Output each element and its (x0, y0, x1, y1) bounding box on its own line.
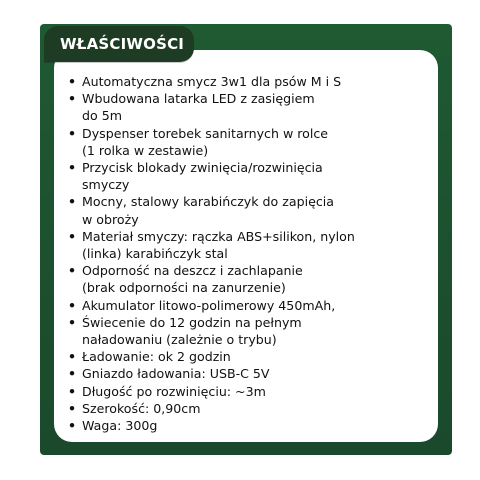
feature-item (68, 383, 428, 400)
feature-text-line: w obroży (82, 211, 139, 227)
bullet-icon: • (68, 297, 77, 313)
feature-item (68, 262, 428, 296)
feature-text-line: Ładowanie: ok 2 godzin (82, 349, 231, 365)
feature-text-line: (1 rolka w zestawie) (82, 142, 209, 158)
feature-item (68, 348, 428, 365)
bullet-icon: • (68, 263, 77, 279)
bullet-icon: • (68, 366, 77, 382)
feature-text-line: do 5m (82, 108, 122, 124)
section-title: WŁAŚCIWOŚCI (60, 35, 185, 53)
bullet-icon: • (68, 160, 77, 176)
feature-item (68, 297, 428, 314)
feature-item (68, 365, 428, 382)
bullet-icon: • (68, 228, 77, 244)
feature-list (68, 73, 428, 434)
bullet-icon: • (68, 194, 77, 210)
feature-text-line: Odporność na deszcz i zachlapanie (82, 263, 303, 279)
feature-text-line: Świecenie do 12 godzin na pełnym (82, 314, 302, 330)
feature-item (68, 314, 428, 348)
feature-text-line: Waga: 300g (82, 418, 158, 434)
feature-text-line: Długość po rozwinięciu: ~3m (82, 383, 266, 399)
feature-text-line: (linka) karabińczyk stal (82, 246, 228, 262)
bullet-icon: • (68, 91, 77, 107)
feature-item (68, 193, 428, 227)
feature-item (68, 417, 428, 434)
feature-item (68, 73, 428, 90)
feature-text-line: Dyspenser torebek sanitarnych w rolce (82, 125, 329, 141)
feature-text-line: Akumulator litowo-polimerowy 450mAh, (82, 297, 336, 313)
feature-item (68, 400, 428, 417)
bullet-icon: • (68, 383, 77, 399)
feature-item (68, 125, 428, 159)
feature-text-line: Materiał smyczy: rączka ABS+silikon, nylon (82, 228, 355, 244)
feature-text-line: Wbudowana latarka LED z zasięgiem (82, 91, 315, 107)
bullet-icon: • (68, 125, 77, 141)
feature-text-line: Przycisk blokady zwinięcia/rozwinięcia (82, 160, 323, 176)
bullet-icon: • (68, 349, 77, 365)
bullet-icon: • (68, 74, 77, 89)
feature-item (68, 159, 428, 193)
feature-text-line: Mocny, stalowy karabińczyk do zapięcia (82, 194, 334, 210)
bullet-icon: • (68, 418, 77, 434)
feature-text-line: smyczy (82, 177, 130, 193)
feature-item (68, 228, 428, 262)
feature-item (68, 90, 428, 124)
feature-text-line: Gniazdo ładowania: USB-C 5V (82, 366, 270, 382)
bullet-icon: • (68, 400, 77, 416)
feature-text-line: naładowaniu (zależnie o trybu) (82, 332, 277, 348)
bullet-icon: • (68, 314, 77, 330)
feature-text-line: Szerokość: 0,90cm (82, 400, 201, 416)
feature-text-line: Automatyczna smycz 3w1 dla psów M i S (82, 74, 342, 89)
feature-text-line: (brak odporności na zanurzenie) (82, 280, 286, 296)
